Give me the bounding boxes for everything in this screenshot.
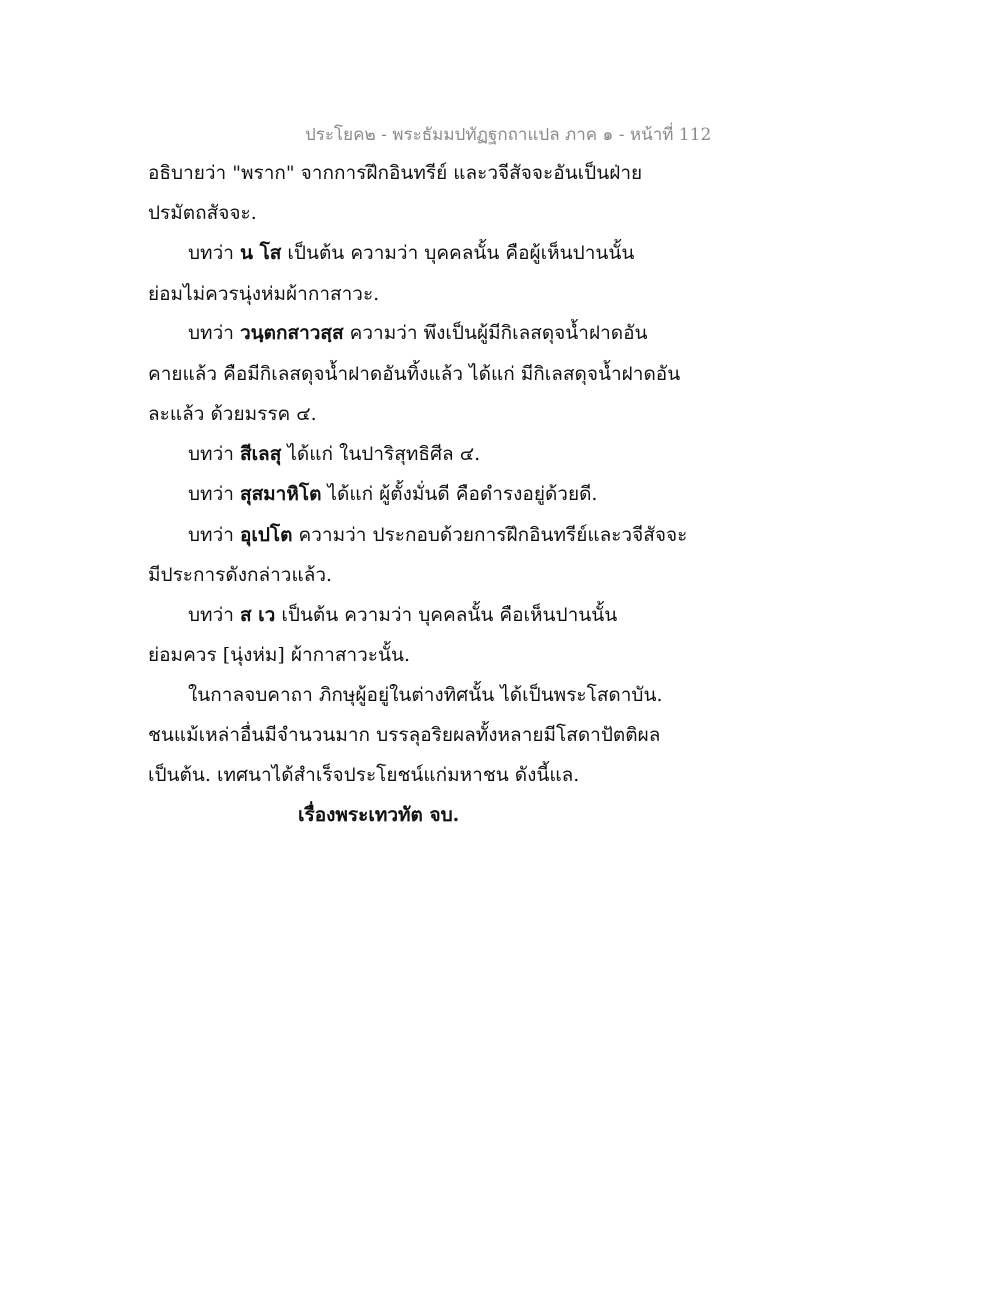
bold-term: สุสมาหิโต [239, 483, 322, 505]
text-line [148, 285, 379, 304]
text-run: ได้แก่ ผู้ตั้งมั่นดี คือดำรงอยู่ด้วยดี. [321, 483, 598, 505]
text-run: มีประการดังกล่าวแล้ว. [148, 564, 333, 586]
text-run: เป็นต้น. เทศนาได้สำเร็จประโยชน์แก่มหาชน ดังนี้แล. [148, 764, 580, 786]
text-line [148, 646, 410, 665]
text-line [148, 726, 660, 745]
text-run: ในกาลจบคาถา ภิกษุผู้อยู่ในต่างทิศนั้น ได้เป็นพระโสดาบัน. [188, 684, 663, 706]
text-line [188, 606, 617, 625]
bold-term: วนฺตกสาวสฺส [239, 322, 344, 344]
text-line [188, 485, 597, 504]
text-line [148, 164, 642, 183]
text-run: บทว่า [188, 483, 240, 505]
text-run: ละแล้ว ด้วยมรรค ๔. [148, 403, 317, 425]
text-run: บทว่า [188, 443, 240, 465]
text-line [188, 324, 648, 343]
text-run: ความว่า ประกอบด้วยการฝึกอินทรีย์และวจีสัจจะ [292, 524, 688, 546]
text-line [148, 204, 257, 223]
text-run: ได้แก่ ในปาริสุทธิศีล ๔. [281, 443, 481, 465]
bold-term: น โส [239, 242, 282, 264]
text-line [188, 244, 634, 263]
text-run: บทว่า [188, 322, 240, 344]
text-run: ย่อมควร [นุ่งห่ม] ผ้ากาสาวะนั้น. [148, 644, 411, 666]
text-run: บทว่า [188, 604, 240, 626]
text-run: ความว่า พึงเป็นผู้มีกิเลสดุจน้ำฝาดอัน [343, 322, 648, 344]
bold-term: อุเปโต [239, 524, 293, 546]
text-line [148, 365, 680, 384]
text-line [148, 566, 332, 585]
text-line [188, 445, 480, 464]
text-run: เป็นต้น ความว่า บุคคลนั้น คือเห็นปานนั้น [275, 604, 618, 626]
text-line [148, 405, 317, 424]
text-run: เป็นต้น ความว่า บุคคลนั้น คือผู้เห็นปานนั้น [281, 242, 635, 264]
bold-term: ส เว [239, 604, 276, 626]
text-run: บทว่า [188, 524, 240, 546]
text-line [188, 526, 687, 545]
text-run: อธิบายว่า "พราก" จากการฝึกอินทรีย์ และวจีสัจจะอันเป็นฝ่าย [148, 162, 643, 184]
text-run: ชนแม้เหล่าอื่นมีจำนวนมาก บรรลุอริยผลทั้งหลายมีโสดาปัตติผล [148, 724, 661, 746]
text-line [298, 806, 459, 825]
text-line [148, 766, 579, 785]
bold-term: เรื่องพระเทวทัต จบ. [298, 804, 460, 826]
text-line [188, 686, 663, 705]
text-run: ย่อมไม่ควรนุ่งห่มผ้ากาสาวะ. [148, 283, 380, 305]
text-run: บทว่า [188, 242, 240, 264]
text-run: คายแล้ว คือมีกิเลสดุจน้ำฝาดอันทิ้งแล้ว ได้แก่ มีกิเลสดุจน้ำฝาดอัน [148, 363, 681, 385]
text-run: ปรมัตถสัจจะ. [148, 202, 257, 224]
page-header: ประโยค๒ - พระธัมมปทัฏฐกถาแปล ภาค ๑ - หน้าที่ 112 [305, 125, 712, 145]
bold-term: สีเลสุ [239, 443, 282, 465]
